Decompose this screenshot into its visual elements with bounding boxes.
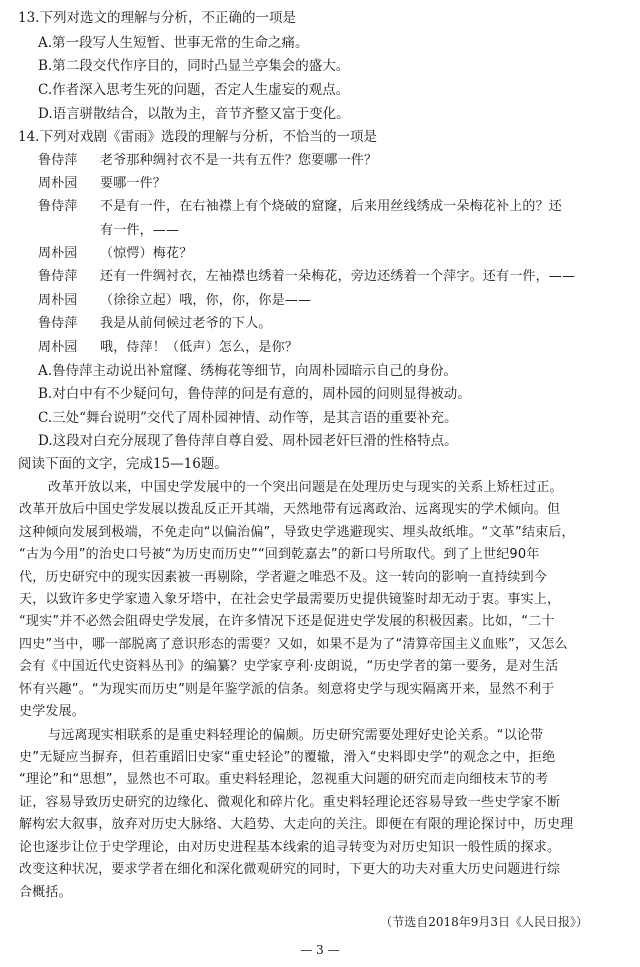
para2-line: “理论”和“思想”，显然也不可取。重史料轻理论，忽视重大问题的研究而走向细枝末节的考 xyxy=(19,772,549,787)
dialogue-speaker: 鲁侍萍 xyxy=(38,269,78,284)
dialogue-speaker: 鲁侍萍 xyxy=(38,199,78,214)
q14-option-b: B.对白中有不少疑问句，鲁侍萍的问是有意的，周朴园的问则显得被动。 xyxy=(38,386,471,402)
dialogue-speaker: 周朴园 xyxy=(38,340,78,355)
para2-line: 证，容易导致历史研究的边缘化、微观化和碎片化。重史料轻理论还容易导致一些史学家不断 xyxy=(19,795,561,810)
q13-option-c: C.作者深入思考生死的问题，否定人生虚妄的观点。 xyxy=(38,82,350,98)
q14-option-c: C.三处“舞台说明”交代了周朴园神情、动作等，是其言语的重要补充。 xyxy=(38,410,458,426)
dialogue-line: 要哪一件？ xyxy=(100,176,167,191)
source-citation: （节选自2018年9月3日《人民日报》） xyxy=(380,915,588,929)
para1-line: “古为今用”的治史口号被“为历史而历史”“回到乾嘉去”的新口号所取代。到了上世纪90年 xyxy=(19,547,540,562)
para1-line: 史学发展。 xyxy=(19,704,86,719)
dialogue-line: （徐徐立起）哦，你，你，你是—— xyxy=(100,293,312,308)
dialogue-line: 老爷那种绸衬衣不是一共有五件？您要哪一件？ xyxy=(100,153,378,168)
reading-intro: 阅读下面的文字，完成15—16题。 xyxy=(18,456,228,472)
dialogue-speaker: 鲁侍萍 xyxy=(38,316,78,331)
para1-line: 改革开放后中国史学发展以拨乱反正开其端，天然地带有远离政治、远离现实的学术倾向。但 xyxy=(19,502,561,517)
q13-option-d: D.语言骈散结合，以散为主，音节齐整又富于变化。 xyxy=(38,106,350,122)
para1-line: 天，以致许多史学家遗入象牙塔中，在社会史学最需要历史提供镜鉴时却无动于衷。事实上， xyxy=(19,592,561,607)
dialogue-line: （惊愕）梅花？ xyxy=(100,246,193,261)
para2-line: 论也逐步让位于史学理论，由对历史进程基本线索的追寻转变为对历史知识一般性质的探求。 xyxy=(19,840,561,855)
dialogue-speaker: 周朴园 xyxy=(38,293,78,308)
q14-stem: 14.下列对戏剧《雷雨》选段的理解与分析，不恰当的一项是 xyxy=(18,129,377,145)
para1-line: 改革开放以来，中国史学发展中的一个突出问题是在处理历史与现实的关系上矫枉过正。 xyxy=(48,480,563,495)
para1-line: 代，历史研究中的现实因素被一再剔除，学者避之唯恐不及。这一转向的影响一直持续到今 xyxy=(19,570,548,585)
dialogue-speaker: 周朴园 xyxy=(38,176,78,191)
para1-line: 四史”当中，哪一部脱离了意识形态的需要？又如，如果不是为了“清算帝国主义血账”，又怎么 xyxy=(19,637,568,652)
q14-option-a: A.鲁侍萍主动说出补窟窿、绣梅花等细节，向周朴园暗示自己的身份。 xyxy=(38,363,458,379)
dialogue-line: 还有一件绸衬衣，左袖襟也绣着一朵梅花，旁边还绣着一个萍字。还有一件，—— xyxy=(100,269,576,284)
dialogue-speaker: 鲁侍萍 xyxy=(38,153,78,168)
para2-line: 与远离现实相联系的是重史料轻理论的偏颇。历史研究需要处理好史论关系。“以论带 xyxy=(48,728,544,743)
dialogue-line-continued: 有一件，—— xyxy=(100,223,180,238)
dialogue-line: 不是有一件，在右袖襟上有个烧破的窟窿，后来用丝线绣成一朵梅花补上的？还 xyxy=(100,199,563,214)
para1-line: 怀有兴趣”。“为现实而历史”则是年鉴学派的信条。刻意将史学与现实隔离开来，显然不利于 xyxy=(19,682,555,697)
q14-option-d: D.这段对白充分展现了鲁侍萍自尊自爱、周朴园老奸巨滑的性格特点。 xyxy=(38,433,458,449)
dialogue-speaker: 周朴园 xyxy=(38,246,78,261)
para2-line: 改变这种状况，要求学者在细化和深化微观研究的同时，下更大的功夫对重大历史问题进行综 xyxy=(19,862,561,877)
para2-line: 合概括。 xyxy=(19,885,72,900)
page-number: — 3 — xyxy=(300,943,340,957)
para1-line: 会有《中国近代史资料丛刊》的编纂？史学家亨利·皮朗说，“历史学者的第一要务，是对生活 xyxy=(19,659,559,674)
dialogue-line: 我是从前伺候过老爷的下人。 xyxy=(100,316,272,331)
para2-line: 史”无疑应当摒弃，但若重蹈旧史家“重史轻论”的覆辙，滑入“史料即史学”的观念之中，拒绝 xyxy=(19,750,556,765)
q13-option-a: A.第一段写人生短暂、世事无常的生命之痛。 xyxy=(38,35,309,51)
para1-line: “现实”并不必然会阻碍史学发展，在许多情况下还是促进史学发展的积极因素。比如，“二十 xyxy=(19,614,555,629)
dialogue-line: 哦，侍萍！（低声）怎么，是你？ xyxy=(100,340,299,355)
q13-option-b: B.第二段交代作序目的，同时凸显兰亭集会的盛大。 xyxy=(38,58,350,74)
para2-line: 解构宏大叙事，放弃对历史大脉络、大趋势、大走向的关注。即便在有限的理论探讨中，历史理 xyxy=(19,817,574,832)
para1-line: 这种倾向发展到极端，不免走向“以偏治偏”，导致史学逃避现实、埋头故纸堆。“文革”结束后， xyxy=(19,525,575,540)
q13-stem: 13.下列对选文的理解与分析，不正确的一项是 xyxy=(18,10,296,26)
